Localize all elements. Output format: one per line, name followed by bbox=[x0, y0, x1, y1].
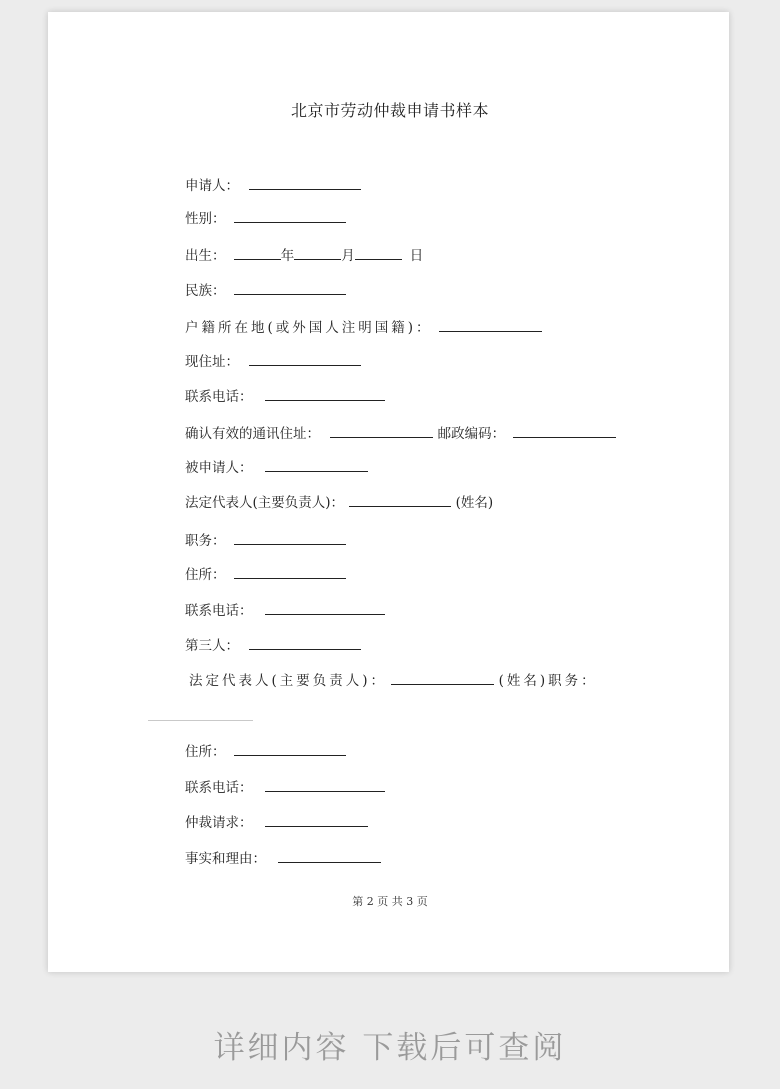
phone-row bbox=[185, 386, 385, 406]
third-residence-label: 住所： bbox=[185, 744, 226, 760]
household-row bbox=[185, 317, 542, 337]
birth-year-label: 年 bbox=[280, 248, 295, 264]
third-phone-blank bbox=[265, 777, 385, 792]
gender-label: 性别： bbox=[185, 211, 226, 227]
document-title: 北京市劳动仲裁申请书样本 bbox=[290, 101, 489, 120]
legal-rep-label: 法定代表人(主要负责人)： bbox=[185, 495, 345, 511]
birth-day-blank bbox=[355, 245, 402, 260]
facts-blank bbox=[278, 848, 381, 863]
respondent-phone-blank bbox=[265, 600, 385, 615]
facts-row bbox=[185, 848, 381, 868]
household-blank bbox=[439, 317, 542, 332]
claims-label: 仲裁请求： bbox=[185, 815, 253, 831]
name-note: (姓名) bbox=[455, 495, 494, 511]
third-phone-row bbox=[185, 777, 385, 797]
birth-month-blank bbox=[294, 245, 341, 260]
birth-label: 出生： bbox=[185, 248, 226, 264]
postal-code-blank bbox=[513, 423, 616, 438]
third-party-label: 第三人： bbox=[185, 638, 239, 654]
position-label: 职务： bbox=[185, 533, 226, 549]
third-legal-rep-label: 法定代表人(主要负责人)： bbox=[189, 673, 388, 689]
respondent-row bbox=[185, 457, 368, 477]
household-label: 户籍所在地(或外国人注明国籍)： bbox=[185, 320, 433, 336]
current-address-row bbox=[185, 351, 361, 371]
third-name-position-label: (姓名)职务： bbox=[498, 673, 598, 689]
position-blank bbox=[234, 530, 346, 545]
current-address-blank bbox=[249, 351, 361, 366]
legal-rep-blank bbox=[349, 492, 451, 507]
third-party-blank bbox=[249, 635, 361, 650]
applicant-label: 申请人： bbox=[185, 178, 239, 194]
birth-year-blank bbox=[234, 245, 281, 260]
ethnicity-blank bbox=[234, 280, 346, 295]
mailing-blank bbox=[330, 423, 433, 438]
third-residence-blank bbox=[234, 741, 346, 756]
third-phone-label: 联系电话： bbox=[185, 780, 253, 796]
third-residence-row bbox=[185, 741, 346, 761]
gender-row bbox=[185, 208, 346, 228]
applicant-blank bbox=[249, 175, 361, 190]
respondent-blank bbox=[265, 457, 368, 472]
mailing-label: 确认有效的通讯住址： bbox=[185, 426, 320, 442]
third-party-row bbox=[185, 635, 361, 655]
third-legal-rep-blank bbox=[391, 670, 494, 685]
section-divider bbox=[148, 720, 253, 721]
facts-label: 事实和理由： bbox=[185, 851, 266, 867]
mailing-row bbox=[185, 423, 616, 443]
legal-rep-row bbox=[185, 492, 493, 512]
residence-blank bbox=[234, 564, 346, 579]
download-banner: 详细内容 下载后可查阅 bbox=[213, 1030, 567, 1066]
residence-row bbox=[185, 564, 346, 584]
respondent-phone-label: 联系电话： bbox=[185, 603, 253, 619]
claims-row bbox=[185, 812, 368, 832]
position-row bbox=[185, 530, 346, 550]
residence-label: 住所： bbox=[185, 567, 226, 583]
page-number: 第 2 页 共 3 页 bbox=[352, 895, 428, 908]
respondent-label: 被申请人： bbox=[185, 460, 253, 476]
phone-label: 联系电话： bbox=[185, 389, 253, 405]
postal-code-label: 邮政编码： bbox=[437, 426, 506, 442]
ethnicity-row bbox=[185, 280, 346, 300]
current-address-label: 现住址： bbox=[185, 354, 239, 370]
ethnicity-label: 民族： bbox=[185, 283, 226, 299]
birth-row bbox=[185, 245, 423, 265]
applicant-row bbox=[185, 175, 361, 195]
phone-blank bbox=[265, 386, 385, 401]
respondent-phone-row bbox=[185, 600, 385, 620]
claims-blank bbox=[265, 812, 368, 827]
birth-day-label: 日 bbox=[409, 248, 424, 264]
birth-month-label: 月 bbox=[341, 248, 355, 264]
gender-blank bbox=[234, 208, 346, 223]
third-legal-rep-row bbox=[189, 670, 598, 690]
